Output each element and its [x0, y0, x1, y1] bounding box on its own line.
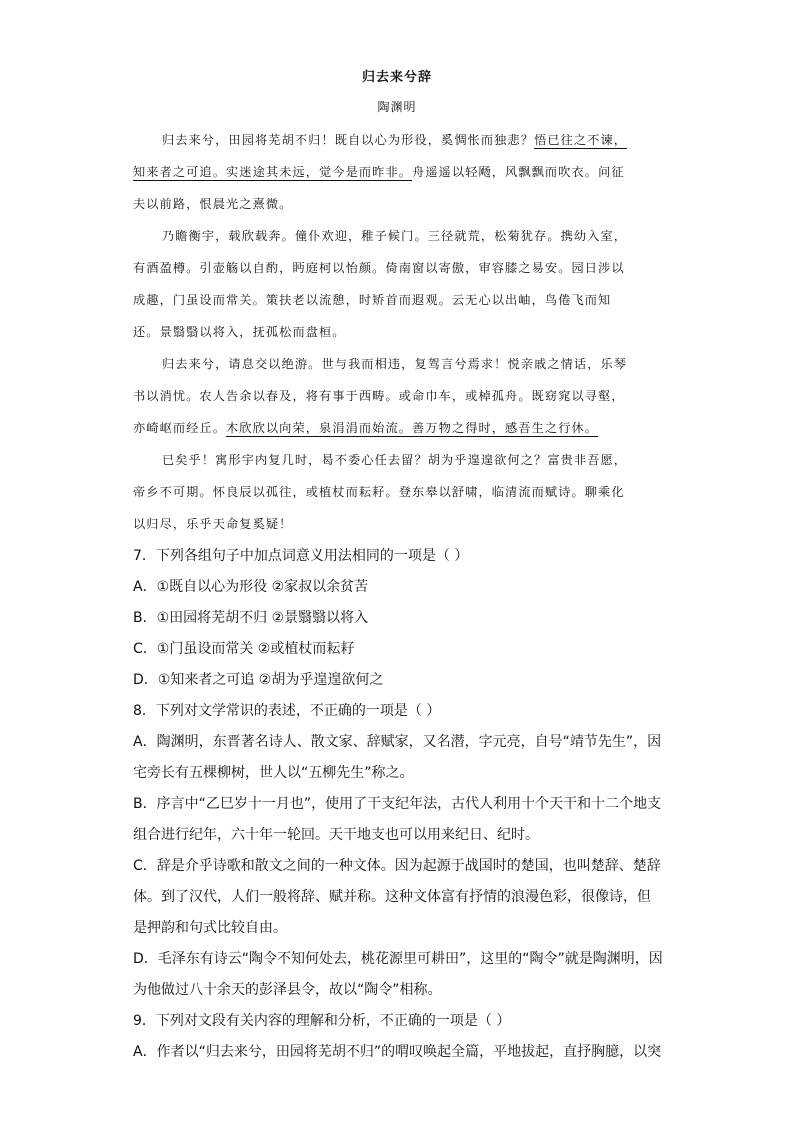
- passage-line: [162, 131, 627, 148]
- passage-line: [133, 195, 292, 212]
- passage-line: [133, 291, 611, 308]
- passage-line-text: 还。景翳翳以将入，抚孤松而盘桓。: [133, 325, 346, 339]
- passage-line-text: 以归尽，乐乎天命复奚疑！: [133, 517, 293, 531]
- passage-line-text: 有酒盈樽。引壶觞以自酌，眄庭柯以怡颜。倚南窗以寄傲，审容膝之易安。园日涉以: [133, 261, 625, 275]
- question-8-option-d-cont: 为他做过八十余天的彭泽县令，故以“陶令”相称。: [133, 982, 442, 998]
- question-7-stem: 7．下列各组句子中加点词意义用法相同的一项是（ ）: [133, 548, 469, 564]
- question-7-option-a: A．①既自以心为形役 ②家叔以余贫苦: [133, 579, 369, 595]
- passage-line-text: 已矣乎！寓形宇内复几时，曷不委心任去留？胡为乎遑遑欲何之？富贵非吾愿，: [162, 453, 628, 467]
- question-8-option-d: D．毛泽东有诗云“陶令不知何处去，桃花源里可耕田”，这里的“陶令”就是陶渊明，因: [133, 951, 663, 967]
- question-8-option-c-cont2: 是押韵和句式比较自由。: [133, 920, 287, 936]
- question-8-option-b: B．序言中“乙巳岁十一月也”，使用了干支纪年法，古代人利用十个天干和十二个地支: [133, 796, 662, 812]
- passage-line-text: 夫以前路，恨晨光之熹微。: [133, 197, 293, 211]
- question-9-option-a: A．作者以“归去来兮，田园将芜胡不归”的喟叹唤起全篇，平地拔起，直抒胸臆，以突: [133, 1044, 662, 1060]
- question-8-option-a-cont: 宅旁长有五棵柳树，世人以“五柳先生”称之。: [133, 765, 414, 781]
- question-9-stem: 9．下列对文段有关内容的理解和分析，不正确的一项是（ ）: [133, 1013, 511, 1029]
- question-8-option-c: C．辞是介乎诗歌和散文之间的一种文体。因为起源于战国时的楚国，也叫楚辞、楚辞: [133, 858, 661, 874]
- passage-line-text: 归去来兮，田园将芜胡不归！既自以心为形役，奚惆怅而独悲？: [162, 133, 535, 147]
- passage-line: [133, 163, 625, 180]
- passage-line-text: 亦崎岖而经丘。: [133, 421, 227, 435]
- question-8-option-b-cont: 组合进行纪年，六十年一轮回。天干地支也可以用来纪日、纪时。: [133, 827, 539, 843]
- question-7-option-b: B．①田园将芜胡不归 ②景翳翳以将入: [133, 610, 369, 626]
- passage-line-text: 成趣，门虽设而常关。策扶老以流憩，时矫首而遐观。云无心以出岫，鸟倦飞而知: [133, 293, 612, 307]
- passage-line-text: 舟遥遥以轻飏，风飘飘而吹衣。问征: [412, 165, 625, 179]
- passage-line: [162, 451, 627, 468]
- passage-line: [133, 483, 625, 500]
- question-7-option-c: C．①门虽设而常关 ②或植杖而耘耔: [133, 641, 355, 657]
- passage-line: [162, 355, 627, 372]
- question-8-stem: 8．下列对文学常识的表述，不正确的一项是（ ）: [133, 703, 441, 719]
- passage-line-text: 乃瞻衡宇，载欣载奔。僮仆欢迎，稚子候门。三径就荒，松菊犹存。携幼入室，: [162, 229, 628, 243]
- passage-line: [133, 515, 292, 532]
- passage-title: 归去来兮辞: [361, 70, 432, 85]
- passage-author: 陶渊明: [377, 100, 417, 114]
- question-8-option-c-cont: 体。到了汉代，人们一般将辞、赋并称。这种文体富有抒情的浪漫色彩，很像诗，但: [133, 889, 651, 905]
- underlined-text: 木欣欣以向荣，泉涓涓而始流。善万物之得时，感吾生之行休。: [226, 421, 599, 435]
- passage-line-text: 书以消忧。农人告余以春及，将有事于西畴。或命巾车，或棹孤舟。既窈窕以寻壑，: [133, 389, 625, 403]
- passage-line: [133, 419, 598, 436]
- passage-line: [133, 259, 625, 276]
- underlined-text: 知来者之可追。实迷途其未远，觉今是而昨非。: [133, 165, 413, 179]
- passage-line: [133, 387, 625, 404]
- passage-line-text: 帝乡不可期。怀良辰以孤往，或植杖而耘耔。登东皋以舒啸，临清流而赋诗。聊乘化: [133, 485, 625, 499]
- question-7-option-d: D．①知来者之可追 ②胡为乎遑遑欲何之: [133, 672, 384, 688]
- passage-line-text: 归去来兮，请息交以绝游。世与我而相违，复驾言兮焉求！悦亲戚之情话，乐琴: [162, 357, 628, 371]
- passage-line: [133, 323, 346, 340]
- underlined-text: 悟已往之不谏，: [534, 133, 628, 147]
- question-8-option-a: A．陶渊明，东晋著名诗人、散文家、辞赋家，又名潜，字元亮，自号“靖节先生”，因: [133, 734, 662, 750]
- passage-line: [162, 227, 627, 244]
